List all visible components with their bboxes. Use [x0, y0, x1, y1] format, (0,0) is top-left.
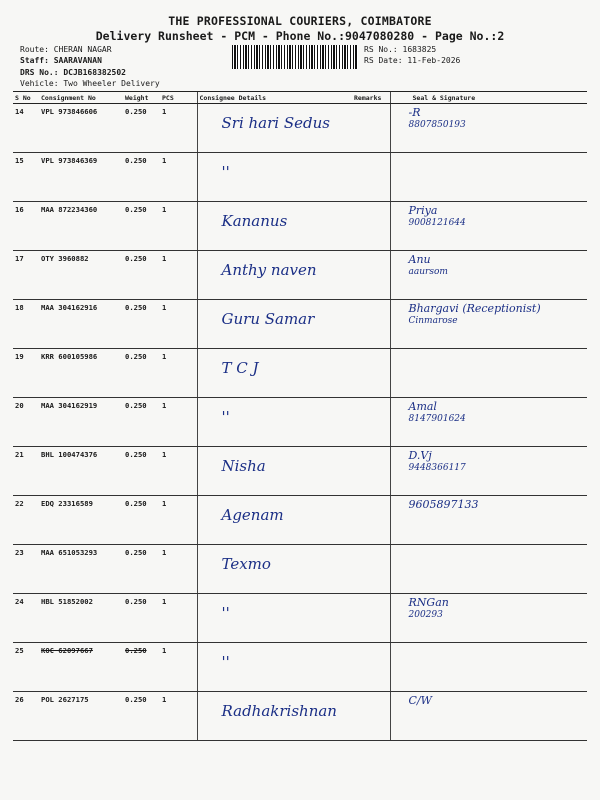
table-row [13, 545, 587, 594]
seal-phone-text: 9008121644 [408, 218, 466, 228]
route-label: Route: CHERAN NAGAR [20, 45, 112, 54]
table-row [13, 202, 587, 251]
row-sno: 14 [13, 104, 39, 153]
row-remarks [352, 643, 390, 692]
table-header-row [13, 92, 587, 104]
row-seal [390, 349, 587, 398]
seal-phone-text: 9448366117 [408, 463, 466, 473]
row-consignment-no: MAA 872234360 [39, 202, 123, 251]
row-pcs: 1 [160, 496, 197, 545]
row-consignment-no: KOC 62097667 [39, 643, 123, 692]
seal-signature-text: C/W [408, 694, 432, 707]
table-row [13, 447, 587, 496]
row-consignee: Anthy naven [197, 251, 352, 300]
row-seal [390, 496, 587, 545]
row-weight: 0.250 [123, 251, 160, 300]
row-consignee: '' [197, 643, 352, 692]
row-pcs: 1 [160, 349, 197, 398]
table-row [13, 643, 587, 692]
row-remarks [352, 300, 390, 349]
row-sno: 22 [13, 496, 39, 545]
row-sno: 21 [13, 447, 39, 496]
row-weight: 0.250 [123, 153, 160, 202]
row-weight: 0.250 [123, 300, 160, 349]
row-seal [390, 300, 587, 349]
col-consignee: Consignee Details [197, 92, 352, 104]
row-pcs: 1 [160, 447, 197, 496]
row-seal [390, 692, 587, 741]
row-weight: 0.250 [123, 447, 160, 496]
row-sno: 25 [13, 643, 39, 692]
seal-signature-text: Amal [408, 400, 437, 413]
row-pcs: 1 [160, 545, 197, 594]
row-sno: 23 [13, 545, 39, 594]
table-row [13, 153, 587, 202]
row-weight: 0.250 [123, 349, 160, 398]
row-consignment-no: VPL 973846606 [39, 104, 123, 153]
table-row [13, 398, 587, 447]
seal-signature-text: -R [408, 106, 421, 119]
seal-signature-text: 9605897133 [408, 498, 479, 511]
row-weight: 0.250 [123, 692, 160, 741]
seal-signature-text: Priya [408, 204, 438, 217]
row-weight: 0.250 [123, 496, 160, 545]
row-remarks [352, 496, 390, 545]
col-seal: Seal & Signature [390, 92, 587, 104]
row-consignment-no: MAA 651053293 [39, 545, 123, 594]
row-consignee: Sri hari Sedus [197, 104, 352, 153]
row-sno: 16 [13, 202, 39, 251]
row-pcs: 1 [160, 104, 197, 153]
row-sno: 15 [13, 153, 39, 202]
barcode [232, 45, 358, 69]
col-consignment: Consignment No [39, 92, 123, 104]
row-sno: 26 [13, 692, 39, 741]
row-pcs: 1 [160, 251, 197, 300]
row-remarks [352, 692, 390, 741]
row-remarks [352, 545, 390, 594]
row-seal [390, 594, 587, 643]
row-sno: 18 [13, 300, 39, 349]
rs-date: RS Date: 11-Feb-2026 [364, 56, 461, 65]
table-row [13, 349, 587, 398]
row-remarks [352, 153, 390, 202]
row-remarks [352, 447, 390, 496]
row-seal [390, 447, 587, 496]
row-weight: 0.250 [123, 643, 160, 692]
row-pcs: 1 [160, 398, 197, 447]
row-consignment-no: POL 2627175 [39, 692, 123, 741]
row-pcs: 1 [160, 300, 197, 349]
row-consignment-no: HBL 51852002 [39, 594, 123, 643]
table-row [13, 594, 587, 643]
row-seal [390, 251, 587, 300]
row-consignment-no: EDQ 23316589 [39, 496, 123, 545]
row-consignment-no: OTY 3960882 [39, 251, 123, 300]
row-consignment-no: BHL 100474376 [39, 447, 123, 496]
row-sno: 20 [13, 398, 39, 447]
row-consignment-no: KRR 600105986 [39, 349, 123, 398]
drs-label: DRS No.: DCJB168382502 [20, 68, 126, 77]
row-seal [390, 202, 587, 251]
row-sno: 24 [13, 594, 39, 643]
row-consignee: Guru Samar [197, 300, 352, 349]
row-consignee: Agenam [197, 496, 352, 545]
table-row [13, 692, 587, 741]
table-row [13, 251, 587, 300]
row-remarks [352, 104, 390, 153]
row-consignee: '' [197, 153, 352, 202]
seal-phone-text: 8147901624 [408, 414, 466, 424]
row-weight: 0.250 [123, 545, 160, 594]
table-row [13, 104, 587, 153]
seal-phone-text: 8807850193 [408, 120, 466, 130]
seal-phone-text: Cinmarose [408, 316, 458, 326]
row-pcs: 1 [160, 692, 197, 741]
row-seal [390, 104, 587, 153]
row-weight: 0.250 [123, 594, 160, 643]
col-sno: S No [13, 92, 39, 104]
seal-phone-text: aaursom [408, 267, 448, 277]
seal-signature-text: D.Vj [408, 449, 432, 462]
seal-signature-text: RNGan [408, 596, 449, 609]
col-pcs: PCS [160, 92, 197, 104]
row-weight: 0.250 [123, 398, 160, 447]
row-sno: 19 [13, 349, 39, 398]
row-seal [390, 545, 587, 594]
runsheet-subtitle: Delivery Runsheet - PCM - Phone No.:9047080280 - Page No.:2 [95, 29, 505, 43]
row-remarks [352, 202, 390, 251]
row-weight: 0.250 [123, 202, 160, 251]
col-remarks: Remarks [352, 92, 390, 104]
row-remarks [352, 398, 390, 447]
rs-number: RS No.: 1683825 [364, 45, 437, 54]
vehicle-label: Vehicle: Two Wheeler Delivery [20, 79, 160, 88]
delivery-table [13, 91, 587, 741]
row-consignee: Nisha [197, 447, 352, 496]
table-row [13, 300, 587, 349]
col-weight: Weight [123, 92, 160, 104]
row-consignment-no: MAA 304162916 [39, 300, 123, 349]
row-consignment-no: VPL 973846369 [39, 153, 123, 202]
row-seal [390, 153, 587, 202]
row-seal [390, 398, 587, 447]
seal-signature-text: Bhargavi (Receptionist) [408, 302, 541, 315]
company-title: THE PROFESSIONAL COURIERS, COIMBATORE [168, 14, 432, 28]
table-row [13, 496, 587, 545]
row-pcs: 1 [160, 202, 197, 251]
staff-label: Staff: SAARAVANAN [20, 56, 102, 65]
row-pcs: 1 [160, 153, 197, 202]
row-consignment-no: MAA 304162919 [39, 398, 123, 447]
row-remarks [352, 349, 390, 398]
row-consignee: Kananus [197, 202, 352, 251]
row-remarks [352, 251, 390, 300]
seal-phone-text: 200293 [408, 610, 443, 620]
row-consignee: Texmo [197, 545, 352, 594]
seal-signature-text: Anu [408, 253, 431, 266]
row-pcs: 1 [160, 594, 197, 643]
row-consignee: T C J [197, 349, 352, 398]
row-consignee: Radhakrishnan [197, 692, 352, 741]
row-remarks [352, 594, 390, 643]
row-consignee: '' [197, 594, 352, 643]
row-sno: 17 [13, 251, 39, 300]
row-seal [390, 643, 587, 692]
row-pcs: 1 [160, 643, 197, 692]
row-weight: 0.250 [123, 104, 160, 153]
row-consignee: '' [197, 398, 352, 447]
